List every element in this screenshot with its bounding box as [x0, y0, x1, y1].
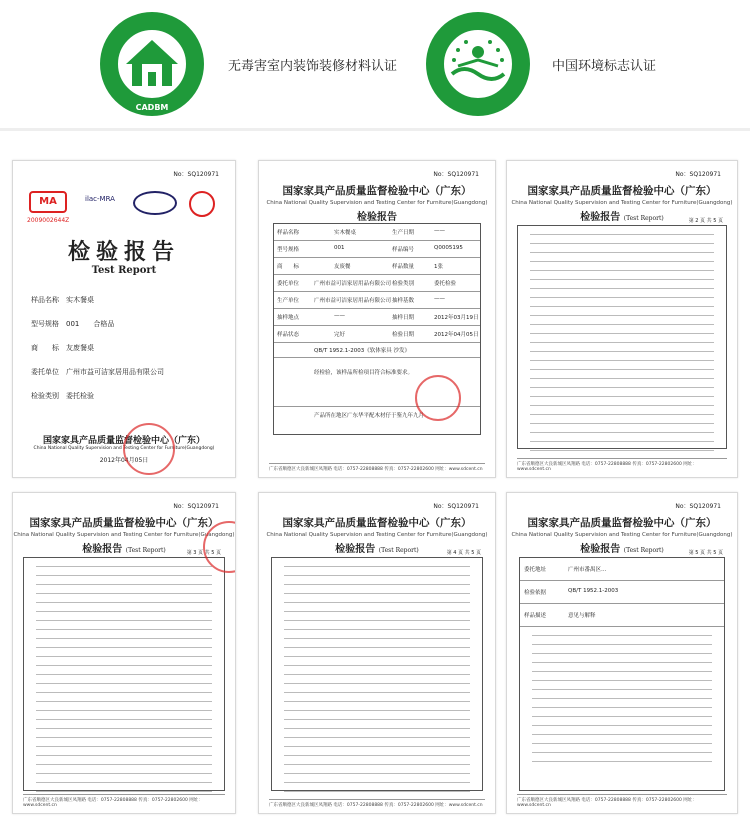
report-title-text: 检验报告 [82, 544, 123, 555]
table-row [274, 292, 480, 309]
footer: 广东省顺德区大良新城区凤翔路 电话：0757-22808888 传真：0757-22802600 网址：www.sdcent.cn [517, 458, 727, 472]
cal-logo [189, 191, 215, 217]
report-title [259, 208, 495, 223]
report-page-2 [506, 160, 738, 478]
cnas-logo [133, 191, 177, 215]
field-value: 广州市益可洁家居用品有限公司 [66, 368, 164, 376]
china-env-badge [426, 12, 530, 116]
table-row [274, 258, 480, 275]
cell: —— [434, 228, 445, 234]
divider [0, 128, 750, 131]
cell: 检验日期 [392, 332, 415, 338]
field-label: 商 标 [31, 344, 59, 352]
report-page-4 [258, 492, 496, 814]
cell: 型号规格 [277, 247, 300, 253]
env-label-icon [442, 28, 514, 100]
center-title-en: China National Quality Supervision and Testing Center for Furniture(Guangdong) [511, 532, 733, 538]
accreditation-logos [29, 191, 219, 217]
cell: 委托单位 [277, 281, 300, 287]
report-title-text: 检验报告 [335, 544, 376, 555]
footer: 广东省顺德区大良新城区凤翔路 电话：0757-22808888 传真：0757-22802600 网址：www.sdcent.cn [517, 794, 727, 808]
report-cover [12, 160, 236, 478]
center-title-en: China National Quality Supervision and Testing Center for Furniture(Guangdong) [511, 200, 733, 206]
center-title: 国家家具产品质量监督检验中心（广东） [282, 517, 472, 529]
table-row [274, 275, 480, 292]
results-table [23, 557, 225, 791]
field-value: 友废餐桌 [66, 344, 94, 352]
cell: 委托地址 [524, 567, 547, 573]
cell: 委托检验 [434, 281, 457, 287]
cover-date: 2012年04月05日 [99, 457, 149, 464]
cell: 样品描述 [524, 613, 547, 619]
table-row [520, 581, 724, 604]
table-row [520, 558, 724, 581]
cell: 抽样基数 [392, 298, 415, 304]
cell: QB/T 1952.1-2003 [568, 588, 619, 594]
cell: 001 [334, 245, 345, 251]
cell: 样品编号 [392, 247, 415, 253]
center-title: 国家家具产品质量监督检验中心（广东） [282, 185, 472, 197]
cell: 检验类别 [392, 281, 415, 287]
cell: 广州市益可洁家居用品有限公司 [314, 281, 392, 287]
conclusion-text: 经检验，该样品所检项目符合标准要求。 [314, 370, 414, 376]
cadbm-badge [100, 12, 204, 116]
report-title-en: (Test Report) [378, 547, 419, 554]
report-page-3 [12, 492, 236, 814]
cell: 样品状态 [277, 332, 300, 338]
cell: 商 标 [277, 264, 300, 270]
field-label: 委托单位 [31, 368, 59, 376]
seal-stamp [415, 375, 461, 421]
cover-center-en: China National Quality Supervision and Testing Center for Furniture(Guangdong) [33, 446, 215, 451]
cell: 检验依据 [524, 590, 547, 596]
table-row [274, 241, 480, 258]
remark-text: 产品所在地区广东华平配木材仔于鉴九年九月 [314, 413, 425, 419]
cert-banner [0, 0, 750, 128]
cover-title-en: Test Report [91, 265, 157, 276]
notes-table [519, 557, 725, 791]
field-label: 型号规格 [31, 320, 59, 328]
table-row [274, 326, 480, 343]
table-row [274, 343, 480, 358]
center-title-en: China National Quality Supervision and Testing Center for Furniture(Guangdong) [266, 532, 488, 538]
standard-text: QB/T 1952.1-2003《软体家具 沙发》 [314, 348, 411, 354]
report-title-en: (Test Report) [125, 547, 166, 554]
cadbm-caption: 无毒害室内装饰装修材料认证 [228, 59, 398, 74]
cell: 2012年04月05日 [434, 332, 479, 338]
cover-center: 国家家具产品质量监督检验中心（广东） [42, 436, 205, 446]
cell: 抽样日期 [392, 315, 415, 321]
report-title-text: 检验报告 [580, 544, 621, 555]
center-title: 国家家具产品质量监督检验中心（广东） [527, 517, 717, 529]
cell: 广州市益可洁家居用品有限公司 [314, 298, 392, 304]
report-title-text: 检验报告 [357, 212, 397, 223]
page-counter: 第 4 页 共 5 页 [446, 550, 481, 556]
cell: —— [334, 313, 345, 319]
cadbm-abbr: CADBM [135, 103, 169, 112]
cell: 1张 [434, 264, 443, 270]
results-table [271, 557, 483, 791]
page-counter: 第 5 页 共 5 页 [688, 550, 723, 556]
footer: 广东省顺德区大良新城区凤翔路 电话：0757-22808888 传真：0757-22802600 网址：www.sdcent.cn [23, 794, 225, 808]
table-row [274, 309, 480, 326]
cell: Q0005195 [434, 245, 463, 251]
cover-fields [31, 295, 223, 401]
cell: 意见与解释 [568, 613, 596, 619]
report-no: No：SQ120971 [173, 171, 219, 178]
footer: 广东省顺德区大良新城区凤翔路 电话：0757-22808888 传真：0757-22802600 网址：www.sdcent.cn [269, 463, 485, 472]
cell: 生产单位 [277, 298, 300, 304]
center-title-en: China National Quality Supervision and Testing Center for Furniture(Guangdong) [13, 532, 235, 538]
cell: 友废餐 [334, 264, 351, 270]
report-title-en: (Test Report) [623, 547, 664, 554]
cell: 样品名称 [277, 230, 300, 236]
page-counter: 第 3 页 共 5 页 [186, 550, 221, 556]
cell: 生产日期 [392, 230, 415, 236]
report-no: No：SQ120971 [433, 503, 479, 510]
cell: 完好 [334, 332, 346, 338]
table-row [520, 604, 724, 627]
house-icon [116, 28, 188, 100]
seal-stamp [123, 423, 175, 475]
report-no: No：SQ120971 [675, 171, 721, 178]
report-page-1 [258, 160, 496, 478]
cell: 广州市番禺区… [568, 567, 607, 573]
report-no: No：SQ120971 [675, 503, 721, 510]
ilac-mra-logo: ilac-MRA [85, 195, 115, 203]
cma-logo: MA [29, 191, 67, 213]
center-title: 国家家具产品质量监督检验中心（广东） [527, 185, 717, 197]
cell: —— [434, 296, 445, 302]
field-value: 委托检验 [66, 392, 94, 400]
results-table [517, 225, 727, 449]
footer: 广东省顺德区大良新城区凤翔路 电话：0757-22808888 传真：0757-22802600 网址：www.sdcent.cn [269, 799, 485, 808]
blank-lines [520, 635, 724, 762]
center-title-en: China National Quality Supervision and Testing Center for Furniture(Guangdong) [266, 200, 488, 206]
cover-title: 检验报告 [67, 239, 180, 265]
report-title-text: 检验报告 [580, 212, 621, 223]
cell: 2012年03月19日 [434, 315, 479, 321]
field-label: 检验类别 [31, 392, 59, 400]
report-title-en: (Test Report) [623, 215, 664, 222]
page-counter: 第 2 页 共 5 页 [688, 218, 723, 224]
table-row [274, 224, 480, 241]
field-label: 样品名称 [31, 296, 59, 304]
center-title: 国家家具产品质量监督检验中心（广东） [29, 517, 219, 529]
cell: 抽样地点 [277, 315, 300, 321]
cell: 样品数量 [392, 264, 415, 270]
report-page-5 [506, 492, 738, 814]
field-value: 001 合格品 [66, 320, 115, 328]
ma-code: 2009002644Z [27, 217, 70, 224]
report-no: No：SQ120971 [433, 171, 479, 178]
cell: 实木餐桌 [334, 230, 357, 236]
field-value: 实木餐桌 [66, 296, 94, 304]
china-env-caption: 中国环境标志认证 [552, 59, 657, 74]
report-no: No：SQ120971 [173, 503, 219, 510]
